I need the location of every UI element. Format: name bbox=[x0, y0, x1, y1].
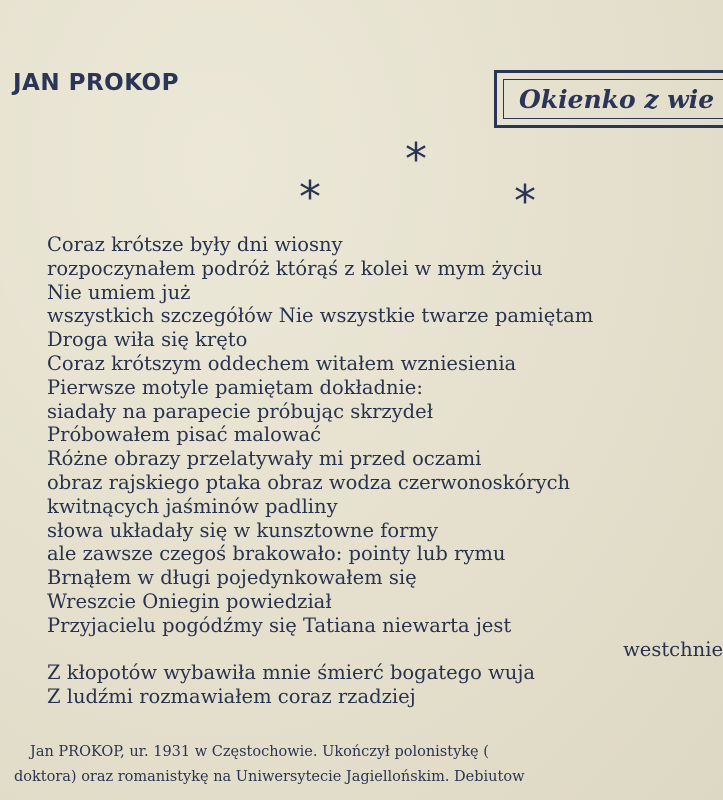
poem-line: ale zawsze czegoś brakowało: pointy lub rymu bbox=[47, 542, 506, 566]
poem-line: obraz rajskiego ptaka obraz wodza czerwonoskórych bbox=[47, 470, 571, 494]
poem bbox=[47, 233, 723, 709]
author-bio bbox=[14, 740, 723, 790]
author-heading: JAN PROKOP bbox=[13, 70, 179, 96]
bio-line: Jan PROKOP, ur. 1931 w Częstochowie. Ukończył polonistykę ( bbox=[30, 744, 489, 760]
poem-line: słowa układały się w kunsztowne formy bbox=[47, 518, 438, 542]
poem-line: wszystkich szczegółów Nie wszystkie twarze pamiętam bbox=[47, 304, 594, 328]
poem-line: Coraz krótsze były dni wiosny bbox=[47, 233, 343, 256]
poem-line: Przyjacielu pogódźmy się Tatiana niewarta jest bbox=[47, 613, 512, 637]
poem-line-continuation: westchnie bbox=[623, 637, 723, 661]
asterisk-top: * bbox=[405, 134, 427, 185]
column-title-box bbox=[494, 70, 723, 128]
poem-line: Próbowałem pisać malować bbox=[47, 423, 322, 447]
poem-line: siadały na parapecie próbując skrzydeł bbox=[47, 399, 434, 423]
asterisk-right: * bbox=[514, 176, 536, 227]
poem-line: Wreszcie Oniegin powiedział bbox=[47, 589, 332, 613]
poem-line: rozpoczynałem podróż którąś z kolei w mym życiu bbox=[47, 256, 543, 280]
poem-line: kwitnących jaśminów padliny bbox=[47, 494, 338, 518]
poem-line: Droga wiła się kręto bbox=[47, 328, 248, 352]
column-title: Okienko z wie bbox=[519, 85, 715, 114]
poem-line: Z kłopotów wybawiła mnie śmierć bogatego wuja bbox=[47, 661, 535, 685]
poem-line: Nie umiem już bbox=[47, 280, 191, 304]
poem-line: Coraz krótszym oddechem witałem wzniesienia bbox=[47, 351, 517, 375]
poem-line: Pierwsze motyle pamiętam dokładnie: bbox=[47, 375, 423, 399]
poem-line: Różne obrazy przelatywały mi przed oczami bbox=[47, 447, 482, 471]
poem-line: Brnąłem w długi pojedynkowałem się bbox=[47, 566, 417, 590]
asterisk-left: * bbox=[299, 172, 321, 223]
poem-line: Z ludźmi rozmawiałem coraz rzadziej bbox=[47, 685, 416, 709]
bio-line: doktora) oraz romanistykę na Uniwersytecie Jagiellońskim. Debiutow bbox=[14, 769, 525, 785]
